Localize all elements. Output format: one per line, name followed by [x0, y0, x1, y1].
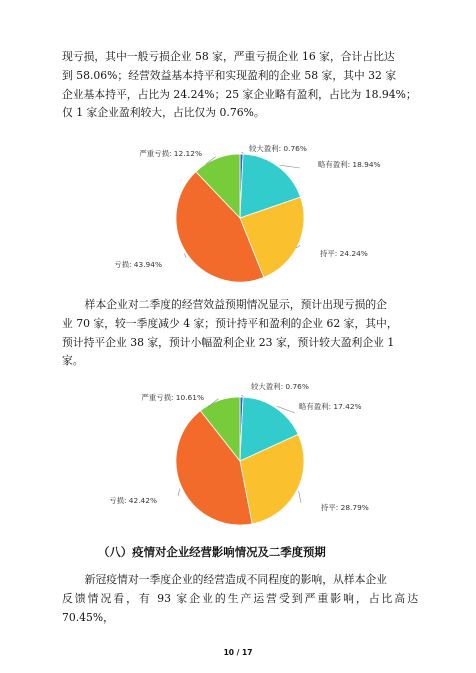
pie-chart-q1: [114, 144, 380, 282]
slice-label-loss: 亏损: 42.42%: [109, 496, 157, 505]
page-number: 10 / 17: [223, 648, 253, 657]
paragraph-q2-forecast: [62, 296, 418, 371]
paragraph-line: 业 70 家，较一季度减少 4 家；预计持平和盈利的企业 62 家，其中，: [62, 316, 398, 330]
paragraph-line: 预计持平企业 38 家，预计小幅盈利企业 23 家，预计较大盈利企业 1: [62, 335, 395, 349]
section-heading: （八）疫情对企业经营影响情况及二季度预期: [98, 545, 326, 559]
leader-line: [299, 491, 301, 503]
paragraph-line: 家。: [62, 354, 84, 368]
paragraph-line: 仅 1 家企业盈利较大，占比仅为 0.76%。: [62, 106, 265, 120]
slice-label-slight-profit: 略有盈利: 17.42%: [299, 402, 362, 411]
slice-label-break-even: 持平: 24.24%: [320, 249, 368, 258]
slice-label-large-profit: 较大盈利: 0.76%: [249, 144, 307, 153]
paragraph-line: 现亏损，其中一般亏损企业 58 家，严重亏损企业 16 家，合计占比达: [62, 50, 395, 63]
paragraph-covid-impact: [62, 571, 418, 627]
slice-label-slight-profit: 略有盈利: 18.94%: [318, 160, 381, 169]
slice-label-severe-loss: 严重亏损: 12.12%: [139, 149, 202, 158]
paragraph-line: 到 58.06%；经营效益基本持平和实现盈利的企业 58 家，其中 32 家: [62, 68, 397, 82]
paragraph-line: 样本企业对二季度的经营效益预期情况显示，预计出现亏损的企: [84, 298, 387, 311]
slice-label-break-even: 持平: 28.79%: [321, 503, 369, 512]
leader-line: [184, 254, 186, 258]
slice-label-loss: 亏损: 43.94%: [114, 260, 162, 269]
paragraph-line: 企业基本持平，占比为 24.24%；25 家企业略有盈利，占比为 18.94%；: [62, 87, 417, 101]
slice-label-large-profit: 较大盈利: 0.76%: [251, 382, 309, 391]
paragraph-line: 新冠疫情对一季度企业的经营造成不同程度的影响，从样本企业: [84, 573, 387, 586]
leader-line: [178, 488, 180, 496]
leader-line: [280, 165, 300, 168]
paragraph-line: 反馈情况看，有 93 家企业的生产运营受到严重影响，占比高达 70.45%，: [62, 591, 418, 624]
pie-chart-q2-forecast: [109, 382, 369, 525]
slice-label-severe-loss: 严重亏损: 10.61%: [141, 393, 204, 402]
